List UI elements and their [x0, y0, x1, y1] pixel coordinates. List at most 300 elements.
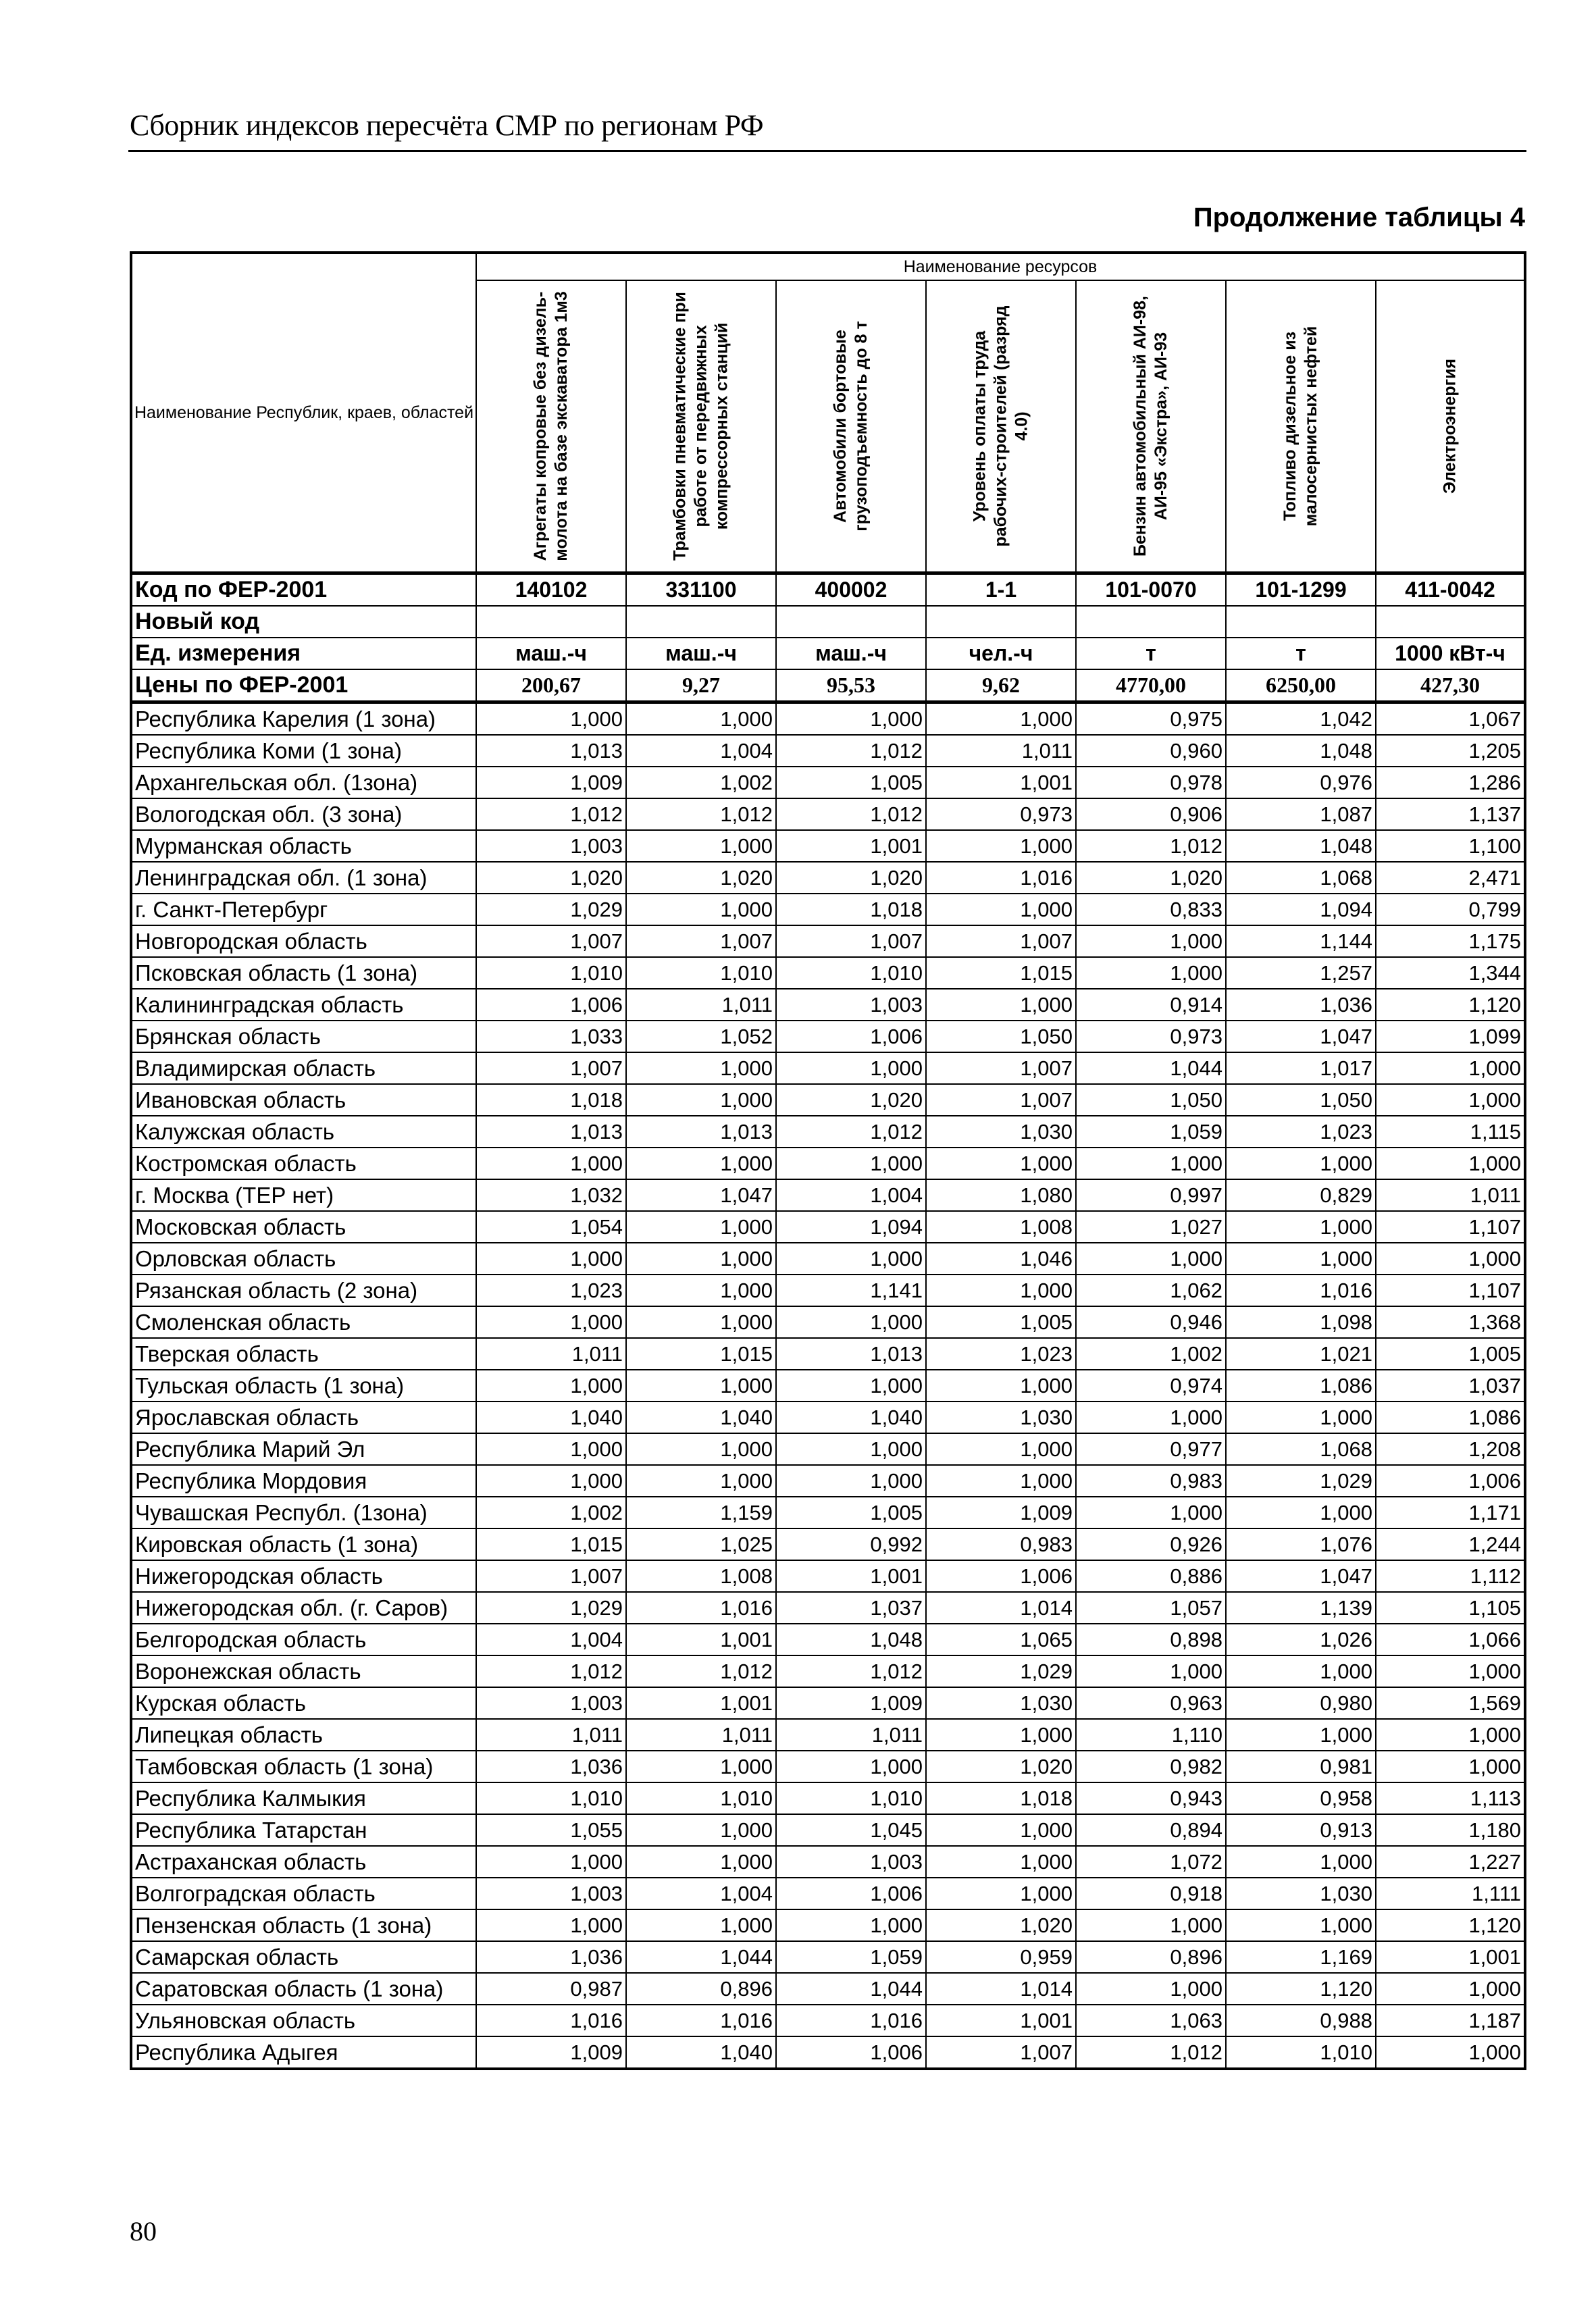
- resource-column-label: Автомобили бортовые грузоподъемность до 8 т: [831, 321, 871, 532]
- index-cell: 1,020: [476, 862, 626, 894]
- index-cell: 1,023: [926, 1338, 1076, 1370]
- region-name: Липецкая область: [131, 1719, 476, 1751]
- index-cell: 1,033: [476, 1021, 626, 1052]
- region-name: Республика Адыгея: [131, 2036, 476, 2069]
- index-cell: 1,000: [926, 1878, 1076, 1909]
- region-name: Пензенская область (1 зона): [131, 1909, 476, 1941]
- index-cell: 1,032: [476, 1179, 626, 1211]
- meta-rows: [131, 573, 1525, 702]
- index-cell: 1,021: [1226, 1338, 1376, 1370]
- index-cell: 1,007: [776, 925, 926, 957]
- table-row: [131, 925, 1525, 957]
- index-cell: 1,052: [626, 1021, 776, 1052]
- index-cell: 1,000: [626, 1846, 776, 1878]
- index-cell: 1,000: [1076, 1243, 1226, 1275]
- table-row: [131, 894, 1525, 925]
- index-cell: 1,010: [1226, 2036, 1376, 2069]
- index-cell: 1,000: [1076, 1497, 1226, 1528]
- index-cell: 1,000: [626, 1052, 776, 1084]
- table-row: [131, 1909, 1525, 1941]
- index-cell: 1,000: [626, 894, 776, 925]
- resource-column-header: [1376, 280, 1525, 573]
- index-cell: 0,906: [1076, 798, 1226, 830]
- index-cell: 1,000: [926, 1370, 1076, 1402]
- region-name: Нижегородская обл. (г. Саров): [131, 1592, 476, 1624]
- index-cell: 1,000: [926, 1465, 1076, 1497]
- table-row: [131, 1211, 1525, 1243]
- index-cell: 0,896: [1076, 1941, 1226, 1973]
- index-cell: 1,042: [1226, 702, 1376, 736]
- index-cell: 1,037: [776, 1592, 926, 1624]
- index-cell: 1,023: [1226, 1116, 1376, 1148]
- index-cell: 1,000: [1376, 1052, 1525, 1084]
- index-cell: 1,000: [926, 989, 1076, 1021]
- index-cell: 1,044: [776, 1973, 926, 2005]
- index-cell: 1,139: [1226, 1592, 1376, 1624]
- index-cell: 1,016: [776, 2005, 926, 2036]
- meta-row-label: Ед. измерения: [131, 638, 476, 669]
- region-name: Саратовская область (1 зона): [131, 1973, 476, 2005]
- index-cell: 1,000: [776, 1306, 926, 1338]
- index-cell: 1,029: [1226, 1465, 1376, 1497]
- index-cell: 1,180: [1376, 1814, 1525, 1846]
- index-cell: 1,050: [1226, 1084, 1376, 1116]
- index-cell: 1,029: [926, 1655, 1076, 1687]
- table-row: [131, 957, 1525, 989]
- region-name: Нижегородская область: [131, 1560, 476, 1592]
- meta-cell: 427,30: [1376, 669, 1525, 702]
- index-cell: 0,918: [1076, 1878, 1226, 1909]
- index-cell: 1,000: [1376, 1655, 1525, 1687]
- meta-cell: 1-1: [926, 573, 1076, 607]
- table-row: [131, 1116, 1525, 1148]
- index-cell: 1,047: [1226, 1021, 1376, 1052]
- index-cell: 1,005: [776, 767, 926, 798]
- index-cell: 1,368: [1376, 1306, 1525, 1338]
- region-name: Тамбовская область (1 зона): [131, 1751, 476, 1782]
- index-cell: 1,169: [1226, 1941, 1376, 1973]
- index-cell: 2,471: [1376, 862, 1525, 894]
- table-row: [131, 1941, 1525, 1973]
- index-cell: 1,054: [476, 1211, 626, 1243]
- table-row: [131, 989, 1525, 1021]
- index-cell: 1,006: [776, 2036, 926, 2069]
- index-cell: 1,010: [626, 957, 776, 989]
- resources-header: Наименование ресурсов: [476, 253, 1525, 280]
- meta-cell: т: [1076, 638, 1226, 669]
- index-cell: 0,973: [926, 798, 1076, 830]
- index-cell: 1,045: [776, 1814, 926, 1846]
- meta-cell: маш.-ч: [626, 638, 776, 669]
- index-cell: 1,050: [1076, 1084, 1226, 1116]
- index-cell: 0,799: [1376, 894, 1525, 925]
- index-cell: 1,011: [476, 1338, 626, 1370]
- meta-cell: маш.-ч: [776, 638, 926, 669]
- index-cell: 1,062: [1076, 1275, 1226, 1306]
- index-cell: 1,120: [1226, 1973, 1376, 2005]
- index-cell: 0,976: [1226, 767, 1376, 798]
- resource-column-label: Уровень оплаты труда рабочих-строителей (разряд 4.0): [970, 305, 1031, 547]
- index-cell: 1,006: [476, 989, 626, 1021]
- meta-cell: [476, 606, 626, 638]
- index-cell: 1,009: [476, 2036, 626, 2069]
- index-cell: 1,011: [626, 1719, 776, 1751]
- index-cell: 1,066: [1376, 1624, 1525, 1655]
- table-row: [131, 2005, 1525, 2036]
- index-cell: 1,015: [476, 1528, 626, 1560]
- region-name: Ивановская область: [131, 1084, 476, 1116]
- index-cell: 1,000: [626, 1243, 776, 1275]
- region-name: Республика Калмыкия: [131, 1782, 476, 1814]
- index-cell: 1,040: [626, 2036, 776, 2069]
- index-cell: 1,050: [926, 1021, 1076, 1052]
- resource-column-label: Бензин автомобильный АИ-98, АИ-95 «Экстра», АИ-93: [1131, 296, 1170, 557]
- index-cell: 1,072: [1076, 1846, 1226, 1878]
- region-name: Волгоградская область: [131, 1878, 476, 1909]
- index-cell: 1,107: [1376, 1211, 1525, 1243]
- resource-column-label: Топливо дизельное из малосернистых нефтей: [1281, 326, 1320, 527]
- index-cell: 1,020: [926, 1751, 1076, 1782]
- table-row: [131, 1402, 1525, 1433]
- index-cell: 1,011: [476, 1719, 626, 1751]
- index-cell: 1,000: [1226, 1719, 1376, 1751]
- index-cell: 0,898: [1076, 1624, 1226, 1655]
- meta-cell: 140102: [476, 573, 626, 607]
- index-cell: 1,187: [1376, 2005, 1525, 2036]
- index-cell: 1,018: [926, 1782, 1076, 1814]
- index-cell: 1,000: [626, 1306, 776, 1338]
- index-cell: 1,016: [626, 1592, 776, 1624]
- region-name: Ульяновская область: [131, 2005, 476, 2036]
- index-cell: 1,076: [1226, 1528, 1376, 1560]
- index-cell: 1,010: [476, 1782, 626, 1814]
- index-cell: 1,006: [776, 1878, 926, 1909]
- index-cell: 1,175: [1376, 925, 1525, 957]
- table-row: [131, 1370, 1525, 1402]
- index-cell: 1,040: [626, 1402, 776, 1433]
- index-cell: 1,000: [926, 702, 1076, 736]
- index-cell: 1,030: [926, 1687, 1076, 1719]
- header-rule: [128, 150, 1526, 152]
- index-cell: 1,027: [1076, 1211, 1226, 1243]
- index-cell: 1,007: [926, 1052, 1076, 1084]
- index-cell: 1,023: [476, 1275, 626, 1306]
- index-cell: 1,099: [1376, 1021, 1525, 1052]
- region-name: Калужская область: [131, 1116, 476, 1148]
- price-row: [131, 669, 1525, 702]
- table-row: [131, 1719, 1525, 1751]
- index-cell: 1,008: [926, 1211, 1076, 1243]
- index-cell: 1,000: [626, 1909, 776, 1941]
- index-cell: 1,020: [926, 1909, 1076, 1941]
- index-cell: 1,000: [476, 1909, 626, 1941]
- meta-cell: [1226, 606, 1376, 638]
- meta-cell: 411-0042: [1376, 573, 1525, 607]
- index-cell: 1,059: [776, 1941, 926, 1973]
- index-cell: 1,068: [1226, 1433, 1376, 1465]
- index-cell: 1,000: [1376, 1084, 1525, 1116]
- index-cell: 1,003: [776, 1846, 926, 1878]
- index-cell: 0,833: [1076, 894, 1226, 925]
- meta-cell: [1076, 606, 1226, 638]
- index-cell: 1,000: [776, 1751, 926, 1782]
- index-cell: 0,926: [1076, 1528, 1226, 1560]
- index-cell: 1,007: [926, 2036, 1076, 2069]
- table-row: [131, 1148, 1525, 1179]
- meta-cell: [926, 606, 1076, 638]
- resource-column-header: [926, 280, 1076, 573]
- meta-cell: 200,67: [476, 669, 626, 702]
- index-cell: 1,012: [476, 798, 626, 830]
- table-row: [131, 1751, 1525, 1782]
- index-cell: 1,047: [626, 1179, 776, 1211]
- index-cell: 1,048: [1226, 735, 1376, 767]
- table-row: [131, 767, 1525, 798]
- index-cell: 1,000: [476, 1306, 626, 1338]
- index-cell: 1,000: [1226, 1402, 1376, 1433]
- index-cell: 1,018: [776, 894, 926, 925]
- index-cell: 1,000: [776, 1909, 926, 1941]
- table-row: [131, 798, 1525, 830]
- region-name: Чувашская Республ. (1зона): [131, 1497, 476, 1528]
- index-cell: 1,000: [626, 1370, 776, 1402]
- index-cell: 1,000: [476, 1243, 626, 1275]
- index-cell: 1,000: [926, 1433, 1076, 1465]
- resource-column-header: [626, 280, 776, 573]
- table-row: [131, 1243, 1525, 1275]
- meta-cell: [776, 606, 926, 638]
- index-cell: 1,000: [926, 1846, 1076, 1878]
- index-cell: 1,012: [1076, 2036, 1226, 2069]
- index-cell: 1,015: [926, 957, 1076, 989]
- meta-cell: маш.-ч: [476, 638, 626, 669]
- index-cell: 0,983: [1076, 1465, 1226, 1497]
- index-cell: 1,344: [1376, 957, 1525, 989]
- index-cell: 1,010: [476, 957, 626, 989]
- table-row: [131, 1433, 1525, 1465]
- index-cell: 1,094: [776, 1211, 926, 1243]
- index-cell: 1,000: [476, 1370, 626, 1402]
- index-cell: 1,115: [1376, 1116, 1525, 1148]
- table-row: [131, 1687, 1525, 1719]
- index-cell: 1,171: [1376, 1497, 1525, 1528]
- index-cell: 1,012: [626, 798, 776, 830]
- index-cell: 1,012: [476, 1655, 626, 1687]
- index-cell: 1,013: [626, 1116, 776, 1148]
- index-cell: 1,067: [1376, 702, 1525, 736]
- table-row: [131, 1306, 1525, 1338]
- index-cell: 1,010: [776, 1782, 926, 1814]
- index-cell: 1,001: [776, 830, 926, 862]
- index-cell: 1,007: [476, 1560, 626, 1592]
- index-cell: 0,963: [1076, 1687, 1226, 1719]
- index-cell: 0,960: [1076, 735, 1226, 767]
- index-cell: 1,144: [1226, 925, 1376, 957]
- region-name: Республика Марий Эл: [131, 1433, 476, 1465]
- region-name: Тверская область: [131, 1338, 476, 1370]
- index-cell: 1,007: [926, 1084, 1076, 1116]
- meta-cell: 331100: [626, 573, 776, 607]
- index-cell: 1,000: [1076, 1655, 1226, 1687]
- index-cell: 0,829: [1226, 1179, 1376, 1211]
- region-name: Республика Мордовия: [131, 1465, 476, 1497]
- index-cell: 0,978: [1076, 767, 1226, 798]
- resource-column-label: Трамбовки пневматические при работе от передвижных компрессорных станций: [670, 292, 731, 561]
- index-cell: 0,983: [926, 1528, 1076, 1560]
- table-row: [131, 1052, 1525, 1084]
- meta-cell: 1000 кВт-ч: [1376, 638, 1525, 669]
- index-cell: 1,030: [926, 1402, 1076, 1433]
- region-name: Рязанская область (2 зона): [131, 1275, 476, 1306]
- index-cell: 1,026: [1226, 1624, 1376, 1655]
- table-row: [131, 1878, 1525, 1909]
- index-cell: 1,000: [626, 1433, 776, 1465]
- index-cell: 1,227: [1376, 1846, 1525, 1878]
- index-cell: 1,011: [1376, 1179, 1525, 1211]
- index-cell: 1,048: [1226, 830, 1376, 862]
- index-cell: 1,063: [1076, 2005, 1226, 2036]
- index-cell: 1,001: [926, 2005, 1076, 2036]
- meta-cell: 101-0070: [1076, 573, 1226, 607]
- index-cell: 1,000: [626, 1084, 776, 1116]
- index-cell: 0,958: [1226, 1782, 1376, 1814]
- region-name: Республика Коми (1 зона): [131, 735, 476, 767]
- index-cell: 1,025: [626, 1528, 776, 1560]
- table-row: [131, 1338, 1525, 1370]
- region-name: Белгородская область: [131, 1624, 476, 1655]
- table-row: [131, 1655, 1525, 1687]
- index-table: [130, 251, 1526, 2070]
- index-cell: 1,012: [776, 1655, 926, 1687]
- index-cell: 1,000: [1076, 1402, 1226, 1433]
- index-cell: 1,007: [476, 1052, 626, 1084]
- table-row: [131, 1846, 1525, 1878]
- meta-row-label: Код по ФЕР-2001: [131, 573, 476, 607]
- index-cell: 0,913: [1226, 1814, 1376, 1846]
- meta-cell: 6250,00: [1226, 669, 1376, 702]
- index-cell: 1,257: [1226, 957, 1376, 989]
- resource-column-label: Электроэнергия: [1440, 358, 1460, 494]
- index-cell: 1,012: [1076, 830, 1226, 862]
- index-cell: 1,016: [626, 2005, 776, 2036]
- index-cell: 1,029: [476, 1592, 626, 1624]
- meta-cell: 95,53: [776, 669, 926, 702]
- region-name: Костромская область: [131, 1148, 476, 1179]
- index-cell: 1,040: [476, 1402, 626, 1433]
- index-cell: 1,001: [626, 1624, 776, 1655]
- index-cell: 1,004: [626, 1878, 776, 1909]
- region-column-header: Наименование Республик, краев, областей: [131, 253, 476, 573]
- index-cell: 1,001: [926, 767, 1076, 798]
- index-cell: 1,036: [1226, 989, 1376, 1021]
- table-row: [131, 830, 1525, 862]
- index-cell: 1,000: [1226, 1655, 1376, 1687]
- index-cell: 1,065: [926, 1624, 1076, 1655]
- region-name: Вологодская обл. (3 зона): [131, 798, 476, 830]
- table-row: [131, 1275, 1525, 1306]
- index-cell: 0,977: [1076, 1433, 1226, 1465]
- index-cell: 1,003: [776, 989, 926, 1021]
- resource-column-header: [1076, 280, 1226, 573]
- fer-code-row: [131, 573, 1525, 607]
- new-code-row: [131, 606, 1525, 638]
- index-cell: 1,000: [1076, 1148, 1226, 1179]
- index-cell: 1,000: [776, 1465, 926, 1497]
- region-name: г. Санкт-Петербург: [131, 894, 476, 925]
- index-cell: 0,946: [1076, 1306, 1226, 1338]
- index-cell: 1,000: [1226, 1211, 1376, 1243]
- index-cell: 0,943: [1076, 1782, 1226, 1814]
- table-row: [131, 1528, 1525, 1560]
- page-header: Сборник индексов пересчёта СМР по регионам РФ: [130, 109, 764, 142]
- index-cell: 1,020: [626, 862, 776, 894]
- table-row: [131, 2036, 1525, 2069]
- index-cell: 1,000: [1376, 2036, 1525, 2069]
- index-cell: 1,008: [626, 1560, 776, 1592]
- index-cell: 1,005: [776, 1497, 926, 1528]
- index-cell: 1,007: [476, 925, 626, 957]
- table-row: [131, 1973, 1525, 2005]
- region-name: Псковская область (1 зона): [131, 957, 476, 989]
- index-cell: 1,009: [926, 1497, 1076, 1528]
- table-row: [131, 1497, 1525, 1528]
- index-cell: 1,244: [1376, 1528, 1525, 1560]
- index-cell: 1,037: [1376, 1370, 1525, 1402]
- index-cell: 1,006: [926, 1560, 1076, 1592]
- region-name: Новгородская область: [131, 925, 476, 957]
- index-cell: 0,987: [476, 1973, 626, 2005]
- region-name: Владимирская область: [131, 1052, 476, 1084]
- table-row: [131, 1592, 1525, 1624]
- index-cell: 0,980: [1226, 1687, 1376, 1719]
- index-cell: 1,044: [1076, 1052, 1226, 1084]
- index-cell: 1,000: [1076, 1973, 1226, 2005]
- index-cell: 1,098: [1226, 1306, 1376, 1338]
- index-cell: 1,120: [1376, 1909, 1525, 1941]
- index-cell: 1,000: [626, 830, 776, 862]
- resource-column-header: [476, 280, 626, 573]
- index-cell: 1,100: [1376, 830, 1525, 862]
- region-name: Воронежская область: [131, 1655, 476, 1687]
- index-cell: 0,973: [1076, 1021, 1226, 1052]
- meta-cell: 9,62: [926, 669, 1076, 702]
- index-cell: 1,017: [1226, 1052, 1376, 1084]
- index-cell: 0,992: [776, 1528, 926, 1560]
- meta-row-label: Цены по ФЕР-2001: [131, 669, 476, 702]
- index-cell: 1,059: [1076, 1116, 1226, 1148]
- index-cell: 1,000: [476, 1433, 626, 1465]
- table-row: [131, 1624, 1525, 1655]
- index-cell: 0,997: [1076, 1179, 1226, 1211]
- index-cell: 0,896: [626, 1973, 776, 2005]
- index-cell: 1,029: [476, 894, 626, 925]
- index-cell: 1,020: [776, 862, 926, 894]
- index-cell: 1,013: [476, 1116, 626, 1148]
- index-cell: 1,000: [476, 1846, 626, 1878]
- index-cell: 1,000: [926, 1814, 1076, 1846]
- table-row: [131, 735, 1525, 767]
- index-cell: 1,000: [926, 1148, 1076, 1179]
- region-name: Ленинградская обл. (1 зона): [131, 862, 476, 894]
- index-cell: 1,003: [476, 830, 626, 862]
- region-name: Архангельская обл. (1зона): [131, 767, 476, 798]
- region-name: Калининградская область: [131, 989, 476, 1021]
- index-cell: 1,068: [1226, 862, 1376, 894]
- index-cell: 1,137: [1376, 798, 1525, 830]
- index-cell: 1,016: [926, 862, 1076, 894]
- index-cell: 1,001: [626, 1687, 776, 1719]
- index-cell: 1,010: [626, 1782, 776, 1814]
